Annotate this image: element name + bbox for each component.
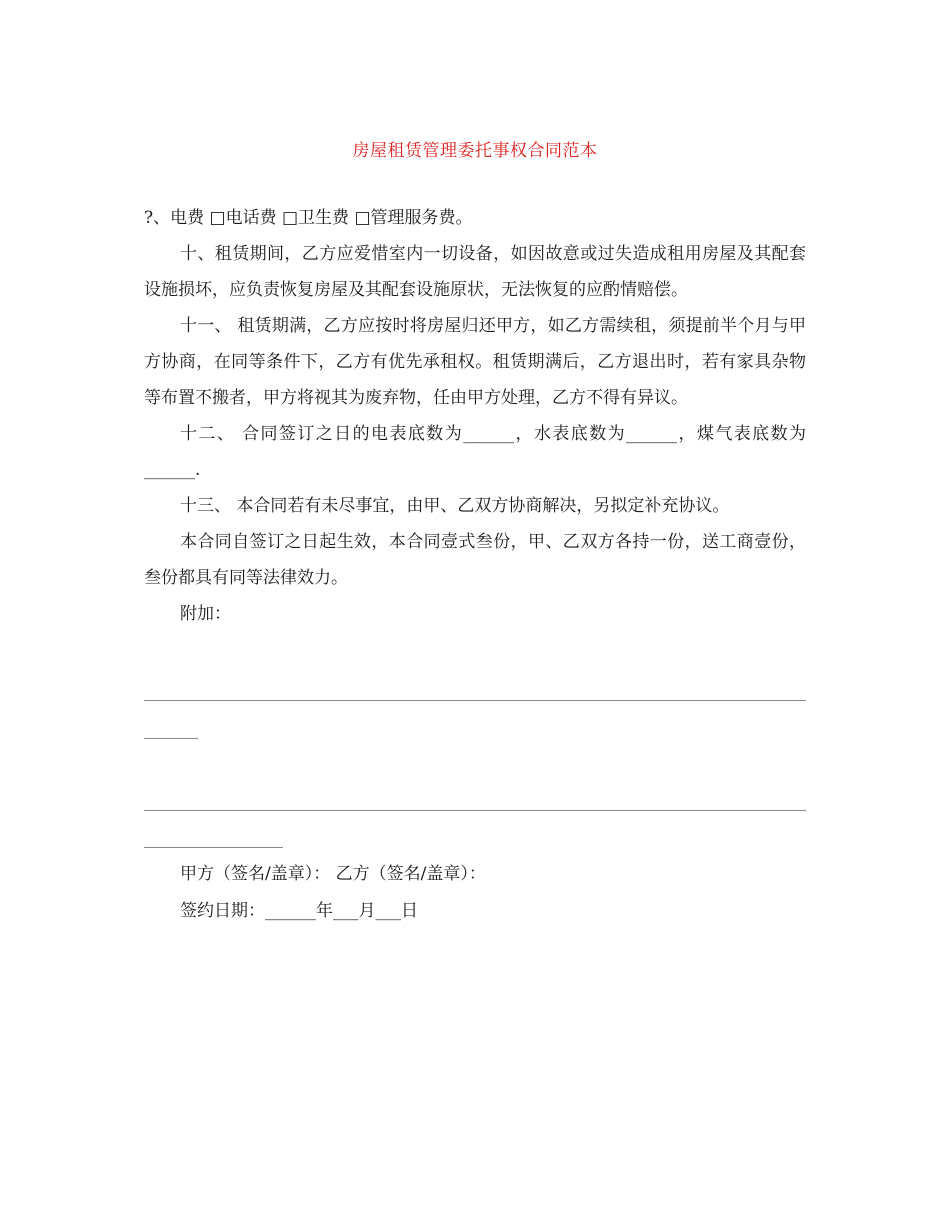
signature-line: 甲方（签名/盖章）： 乙方（签名/盖章）： bbox=[180, 864, 486, 884]
paragraph-fees: ?、电费 □电话费 □卫生费 □管理服务费。 bbox=[144, 208, 473, 228]
paragraph-appendix-label: 附加： bbox=[180, 604, 231, 624]
paragraph-clause-13: 十三、 本合同若有未尽事宜，由甲、乙双方协商解决，另拟定补充协议。 bbox=[180, 496, 730, 516]
document-body bbox=[144, 200, 806, 632]
signing-date-line: 签约日期：______年___月___日 bbox=[180, 901, 418, 921]
paragraph-clause-12: 十二、 合同签订之日的电表底数为______，水表底数为______，煤气表底数为______. bbox=[144, 424, 806, 480]
appendix-blank-line-2 bbox=[144, 738, 198, 739]
paragraph-clause-10: 十、租赁期间，乙方应爱惜室内一切设备，如因故意或过失造成租用房屋及其配套设施损坏，应负责恢复房屋及其配套设施原状，无法恢复的应酌情赔偿。 bbox=[144, 244, 806, 300]
document-title: 房屋租赁管理委托事权合同范本 bbox=[352, 141, 598, 161]
paragraph-clause-11: 十一、 租赁期满，乙方应按时将房屋归还甲方，如乙方需续租，须提前半个月与甲方协商，在同等条件下，乙方有优先承租权。租赁期满后，乙方退出时，若有家具杂物等布置不搬者，甲方将视其为废弃物，任由甲方处理，乙方不得有异议。 bbox=[144, 316, 806, 408]
appendix-blank-line-3 bbox=[144, 810, 806, 811]
appendix-blank-line-4 bbox=[144, 847, 283, 848]
appendix-blank-line-1 bbox=[144, 700, 806, 701]
paragraph-effective: 本合同自签订之日起生效，本合同壹式叁份，甲、乙双方各持一份，送工商壹份，叁份都具有同等法律效力。 bbox=[144, 532, 806, 588]
